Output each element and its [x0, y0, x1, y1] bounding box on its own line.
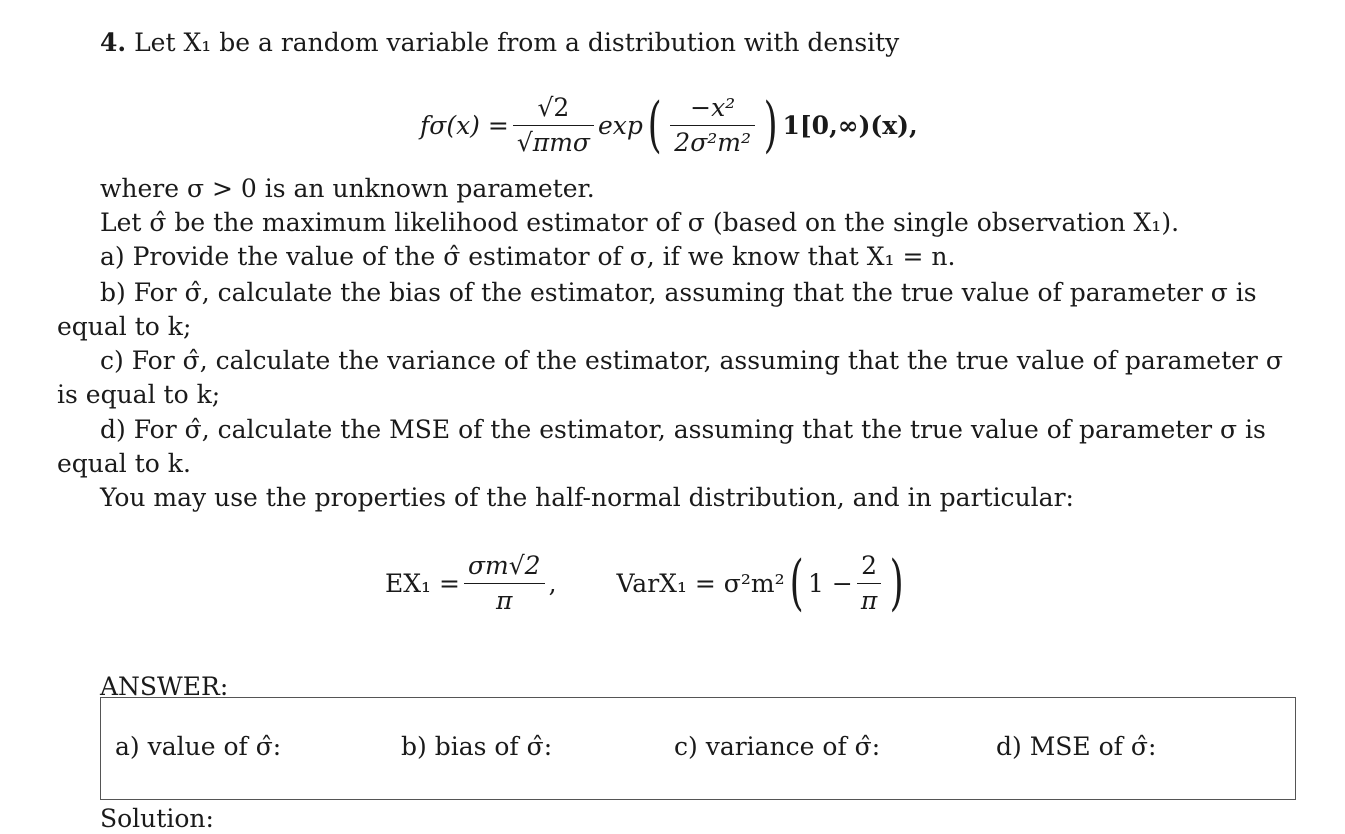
exp-den: 2σ²m² [674, 127, 752, 157]
part-d-line-2: equal to k. [57, 449, 191, 478]
exp-argument [670, 91, 755, 160]
expectation-num: σm√2 [467, 550, 541, 580]
exp-word: exp [597, 110, 643, 140]
expectation-lhs: EX₁ = [385, 568, 460, 598]
part-a-line: a) Provide the value of the σ̂ estimator of σ, if we know that X₁ = n. [100, 242, 956, 271]
part-d-line-1: d) For σ̂, calculate the MSE of the estimator, assuming that the true value of parameter σ is [100, 415, 1266, 444]
expectation-den: π [496, 585, 513, 615]
density-coef-den: √πmσ [516, 127, 590, 157]
left-paren: ( [647, 90, 662, 160]
density-formula [420, 80, 918, 170]
part-b-line-2: equal to k; [57, 312, 192, 341]
answer-d: d) MSE of σ̂: [996, 732, 1157, 761]
variance-den: π [860, 585, 878, 615]
comma: , [548, 568, 557, 598]
variance-lhs: VarX₁ = σ²m² [616, 568, 785, 598]
answer-c: c) variance of σ̂: [674, 732, 881, 761]
problem-number: 4. [100, 28, 127, 57]
part-c-line-1: c) For σ̂, calculate the variance of the estimator, assuming that the true value of parameter σ [100, 346, 1283, 375]
indicator-function: 1[0,∞)(x), [782, 110, 918, 140]
part-b-line-1: b) For σ̂, calculate the bias of the estimator, assuming that the true value of parameter σ is [100, 278, 1257, 307]
density-coef-num: √2 [537, 92, 570, 122]
answer-label: ANSWER: [100, 672, 229, 701]
exp-num: −x² [690, 92, 736, 122]
answer-b: b) bias of σ̂: [401, 732, 553, 761]
problem-intro [100, 28, 899, 58]
answer-a: a) value of σ̂: [115, 732, 282, 761]
mle-line: Let σ̂ be the maximum likelihood estimator of σ (based on the single observation X₁). [100, 208, 1180, 237]
problem-intro-text: Let X₁ be a random variable from a distribution with density [134, 28, 900, 57]
density-coefficient [513, 91, 594, 160]
variance-fraction [857, 549, 881, 618]
var-left-paren: ( [789, 548, 804, 618]
variance-one-minus: 1 − [808, 568, 853, 598]
density-lhs: fσ(x) = [420, 110, 509, 140]
part-c-line-2: is equal to k; [57, 380, 221, 409]
var-right-paren: ) [889, 548, 905, 618]
variance-num: 2 [861, 550, 878, 580]
right-paren: ) [763, 90, 778, 160]
expectation-fraction [464, 549, 545, 618]
where-line: where σ > 0 is an unknown parameter. [100, 174, 595, 203]
solution-heading-cut: Solution: [100, 804, 214, 833]
moments-formula [385, 538, 909, 628]
answer-box[interactable] [100, 697, 1296, 800]
hint-line: You may use the properties of the half-normal distribution, and in particular: [100, 483, 1074, 512]
